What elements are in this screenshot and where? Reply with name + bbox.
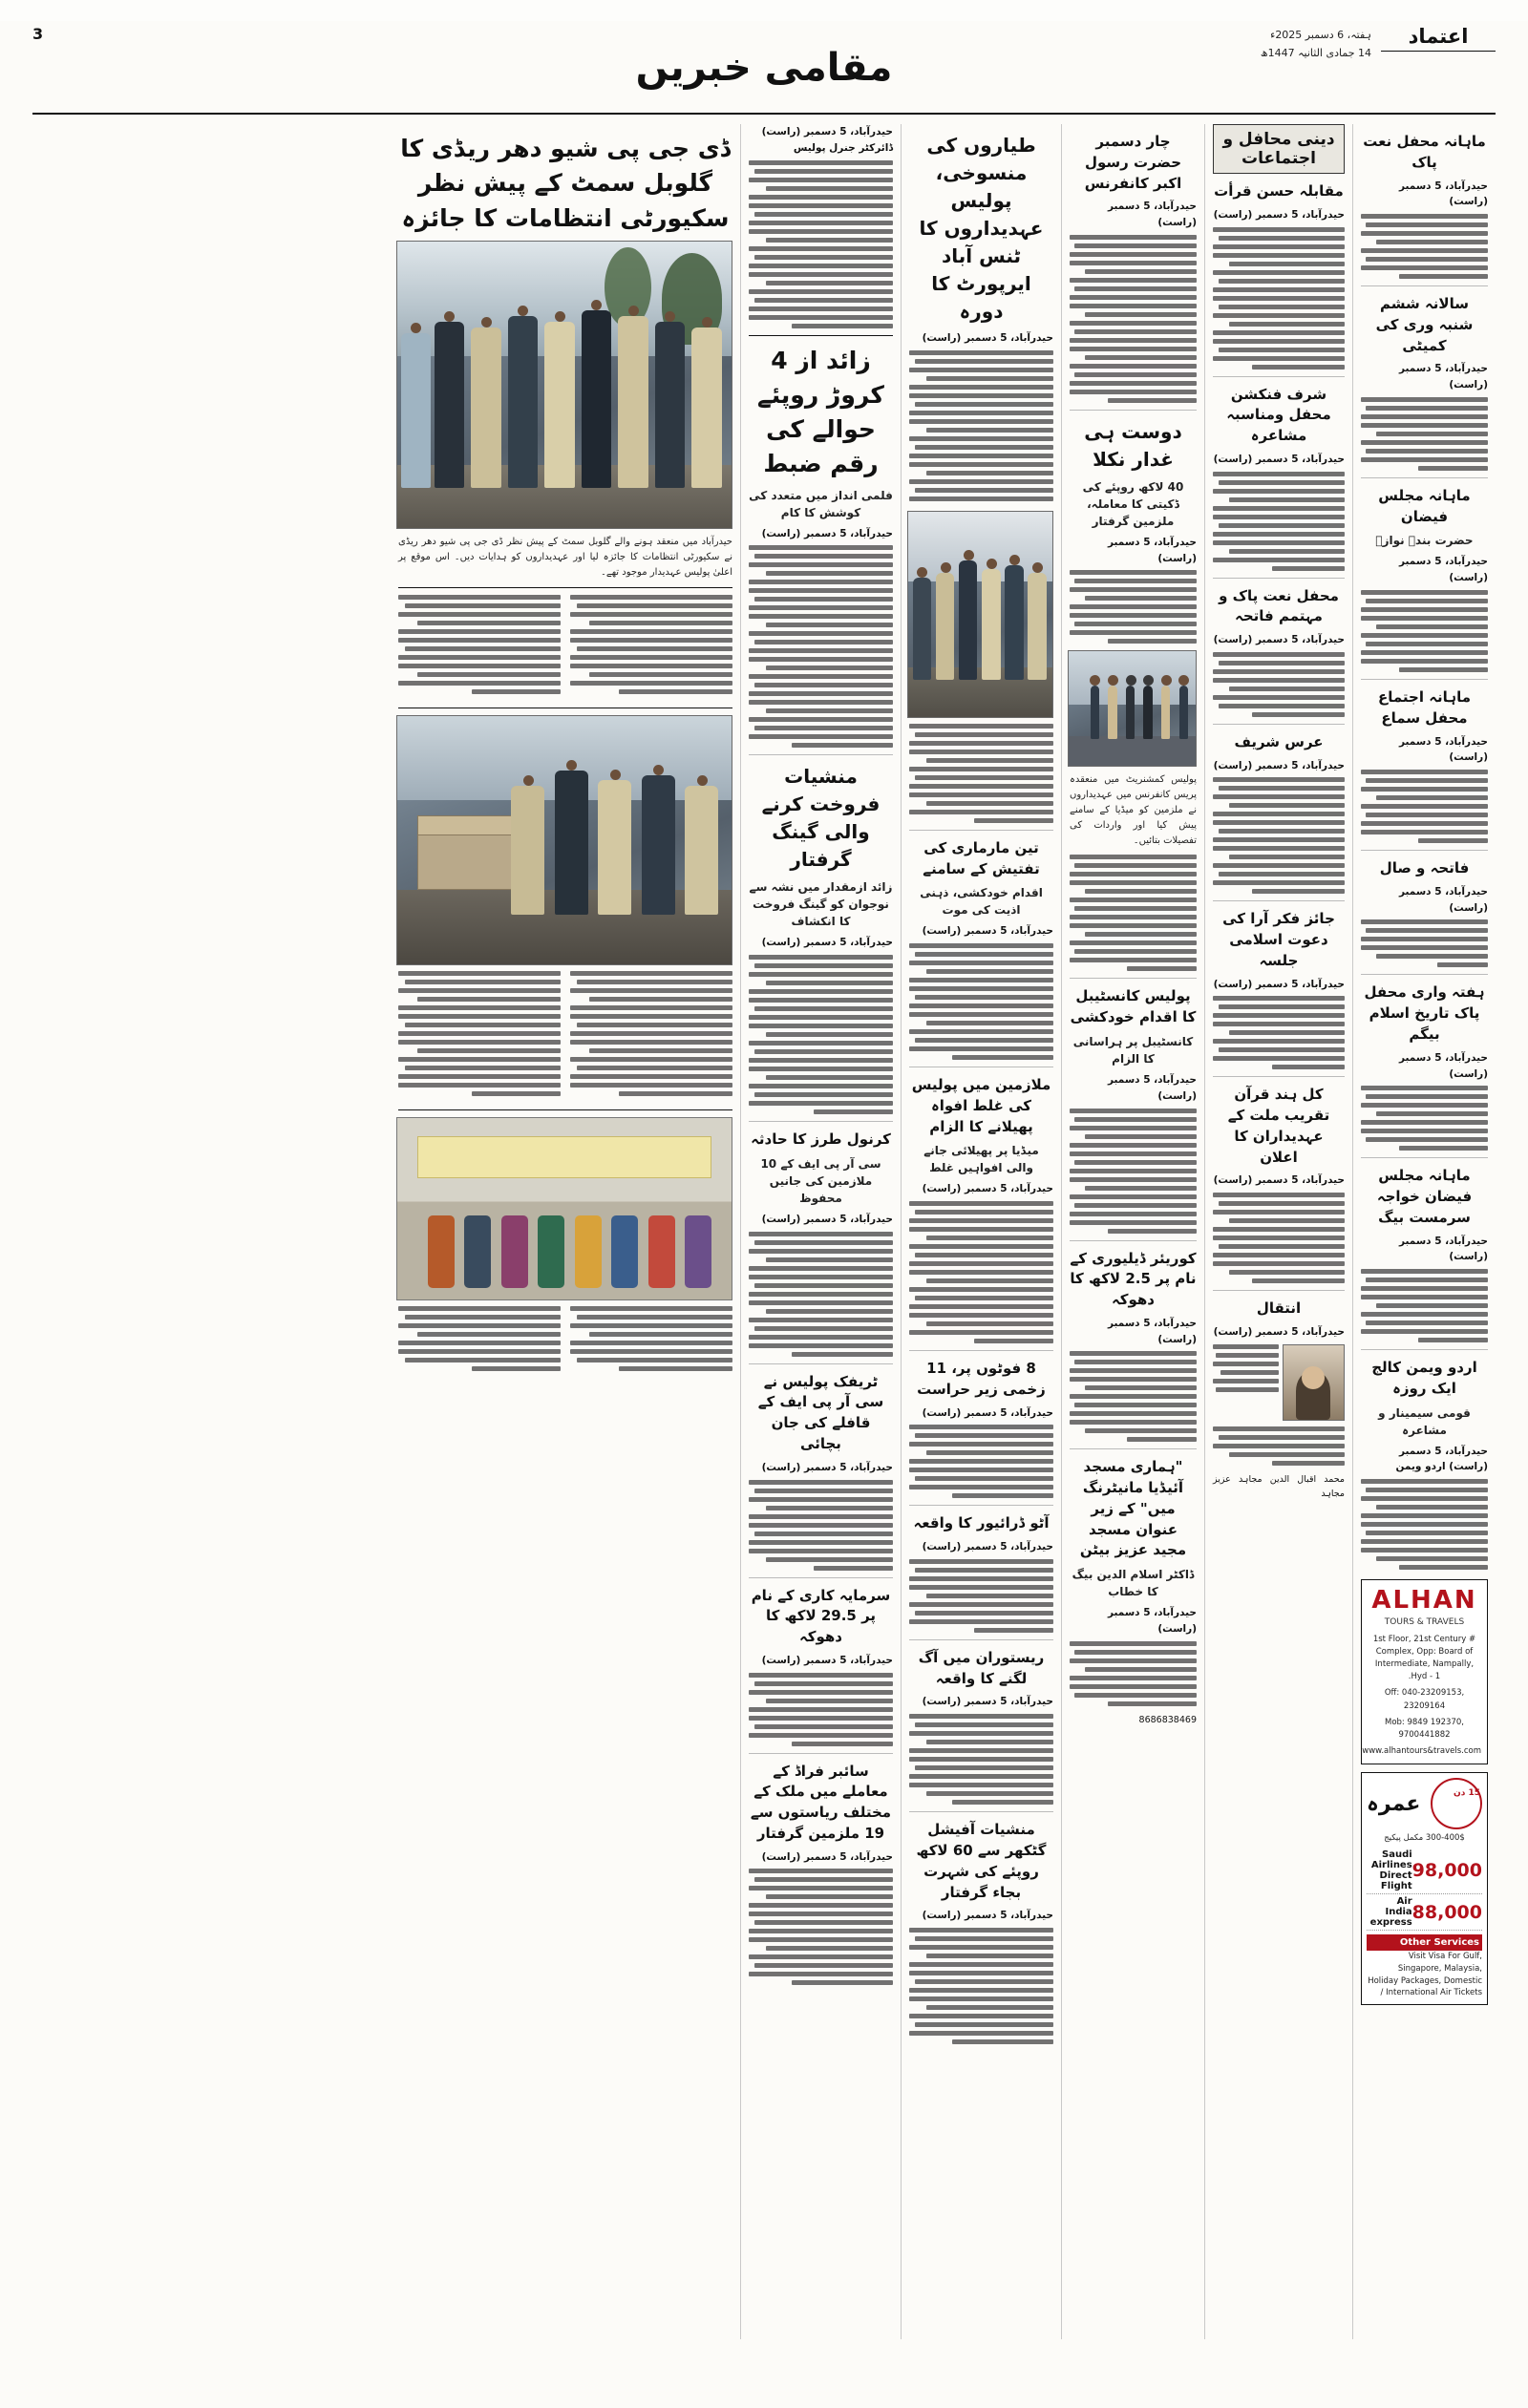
article-masjid-idea xyxy=(1070,1457,1197,1727)
ad-saudi-airlines-row xyxy=(1367,1848,1482,1894)
dateline: حیدرآباد، 5 دسمبر (راست) xyxy=(1213,759,1345,771)
article-dawat-islami-jalsa xyxy=(1213,909,1345,1069)
obituary-portrait xyxy=(1283,1344,1345,1421)
article-three-deaths xyxy=(909,838,1053,1060)
dateline: حیدرآباد، 5 دسمبر (راست) xyxy=(1107,1073,1197,1102)
article-traffic-police xyxy=(749,1372,893,1571)
body-text xyxy=(749,1869,893,1985)
headline: 8 فوٹوں پر، 11 زخمی زیر حراست xyxy=(917,1360,1046,1398)
article-drug-gang xyxy=(749,763,893,1114)
body-text xyxy=(749,545,893,748)
lead-photo-caption: حیدرآباد میں منعقد ہونے والے گلوبل سمٹ کے پیش نظر ڈی جی پی شیو دھر ریڈی نے سکیورٹی انتظامات کا جائزہ لیا اور عہدیداروں کو ہدایات دیں۔ اس موقع پر اعلیٰ پولیس عہدیدار موجود تھے۔ xyxy=(398,536,732,578)
content-grid xyxy=(32,124,1496,2339)
article-ijtema-sama xyxy=(1361,687,1488,843)
airport-photo xyxy=(907,511,1053,718)
function-event-photo xyxy=(396,1117,732,1300)
body-text xyxy=(749,160,893,328)
body-text xyxy=(398,971,561,1096)
body-text xyxy=(1070,1641,1197,1706)
dateline: حیدرآباد، 5 دسمبر (راست) xyxy=(1398,556,1488,584)
subheadline: کانسٹیبل پر ہراسانی کا الزام xyxy=(1072,1034,1194,1066)
body-text xyxy=(1070,235,1197,403)
ad-air-india-row xyxy=(1367,1894,1482,1931)
ad-alhan-tours[interactable] xyxy=(1361,1579,1488,1764)
dateline: حیدرآباد، 5 دسمبر (راست) xyxy=(1213,978,1345,990)
dateline: حیدرآباد، 5 دسمبر (راست) xyxy=(1398,735,1488,764)
subheadline: ڈاکٹر اسلام الدین بیگ کا خطاب xyxy=(1072,1568,1195,1599)
dateline: حیدرآباد، 5 دسمبر (راست) xyxy=(761,937,893,949)
headline: سرمایہ کاری کے نام پر 29.5 لاکھ کا دھوکہ xyxy=(751,1586,891,1646)
body-text xyxy=(909,1559,1053,1633)
article-obituary xyxy=(1213,1299,1345,1501)
dateline: حیدرآباد، 5 دسمبر (راست) xyxy=(761,527,893,539)
headline: کرنول طرز کا حادثہ xyxy=(751,1130,891,1149)
body-text xyxy=(1213,472,1345,571)
subheadline: میڈیا پر پھیلائی جانے والی افواہیں غلط xyxy=(923,1144,1039,1175)
body-text xyxy=(1070,1109,1197,1234)
dateline: حیدرآباد، 5 دسمبر (راست) xyxy=(1107,1607,1197,1635)
umrah-days-badge xyxy=(1431,1778,1482,1829)
body-text xyxy=(1070,1351,1197,1442)
seizure-photo xyxy=(396,715,732,965)
column-religious-mid xyxy=(1204,124,1352,2339)
dateline: حیدرآباد، 5 دسمبر (راست) xyxy=(761,1850,893,1863)
headline: ٹریفک پولیس نے سی آر پی ایف کے قافلے کی جان بچائی xyxy=(757,1372,884,1452)
body-text xyxy=(1361,214,1488,279)
body-text xyxy=(749,1232,893,1357)
issue-date-hijri: 14 جمادی الثانیہ 1447ھ xyxy=(1260,46,1371,59)
umrah-days: 15 دن xyxy=(1454,1788,1480,1799)
dateline: حیدرآباد، 5 دسمبر (راست) xyxy=(1398,1051,1488,1080)
article-friend-betrayal xyxy=(1070,418,1197,972)
dateline: حیدرآباد، 5 دسمبر (راست) xyxy=(1107,536,1197,564)
airindia-title: Air India express xyxy=(1369,1896,1412,1929)
headline: مقابلہ حسن قرأت xyxy=(1214,182,1344,200)
dateline: حیدرآباد، 5 دسمبر (راست) xyxy=(761,1461,893,1473)
dateline: حیدرآباد، 5 دسمبر (راست) xyxy=(1107,1317,1197,1345)
headline: جائز فکر آرا کی دعوت اسلامی جلسہ xyxy=(1222,910,1335,969)
bottom-body-cols xyxy=(398,1306,732,1378)
body-text xyxy=(398,1306,561,1371)
body-text xyxy=(1361,770,1488,843)
body-text xyxy=(909,1201,1053,1343)
lead-headline: ڈی جی پی شیو دھر ریڈی کا گلوبل سمٹ کے پیش نظر سکیورٹی انتظامات کا جائزہ xyxy=(400,135,731,232)
dateline: حیدرآباد، 5 دسمبر (راست) xyxy=(922,1541,1053,1553)
body-text xyxy=(398,595,561,694)
headline: سالانہ ششم شنبہ وری کی کمیٹی xyxy=(1375,295,1474,354)
article-rasool-conference xyxy=(1070,132,1197,403)
press-conference-photo xyxy=(1068,650,1197,767)
subheadline: حضرت بندے نوازؒ xyxy=(1375,534,1474,548)
body-text xyxy=(909,1928,1053,2044)
body-text xyxy=(1361,1269,1488,1342)
body-text xyxy=(1361,1086,1488,1151)
ad-mobile-phone: Mob: 9849 192370, 9700441882 xyxy=(1385,1717,1464,1740)
body-text xyxy=(1213,652,1345,717)
dateline: حیدرآباد، 5 دسمبر (راست) xyxy=(1398,885,1488,914)
headline: کل ہند قرآن تقریب ملت کے عہدیداران کا اعلان xyxy=(1227,1086,1330,1166)
headline: ماہانہ مجلس فیضان خواجہ سرمست بیگ xyxy=(1376,1167,1473,1226)
body-text xyxy=(1213,777,1345,894)
headline: منشیات فروخت کرنے والی گینگ گرفتار xyxy=(761,765,881,872)
dgp-review-photo xyxy=(396,241,732,529)
body-text xyxy=(749,955,893,1114)
article-majlis-faizan xyxy=(1361,486,1488,672)
section-title: مقامی خبریں xyxy=(635,46,893,90)
obituary-name: محمد اقبال الدین مجاہد عزیز مجاہد xyxy=(1213,1473,1345,1500)
body-text xyxy=(909,1714,1053,1805)
dateline: حیدرآباد، 5 دسمبر (راست) xyxy=(922,1696,1053,1708)
dateline: حیدرآباد، 5 دسمبر (راست) xyxy=(922,925,1053,938)
article-sharaf-mushaira xyxy=(1213,385,1345,571)
article-eight-arrested xyxy=(909,1359,1053,1498)
dateline: حیدرآباد، 5 دسمبر (راست) xyxy=(1213,634,1345,646)
column-4 xyxy=(901,124,1061,2339)
headline: ماہانہ اجتماع محفل سماع xyxy=(1378,688,1471,727)
column-religious-right xyxy=(1352,124,1496,2339)
headline: اردو ویمن کالج ایک روزہ xyxy=(1371,1359,1477,1397)
headline: سائبر فراڈ کے معاملے میں ملک کے مختلف ریاستوں سے 19 ملزمین گرفتار xyxy=(750,1762,892,1842)
column-3 xyxy=(1061,124,1204,2339)
ad-tagline: TOURS & TRAVELS xyxy=(1384,1617,1465,1628)
headline: ملازمین میں پولیس کی غلط افواہ پھیلانے کا الزام xyxy=(911,1076,1051,1135)
article-fatiha xyxy=(1361,858,1488,967)
dateline: حیدرآباد، 5 دسمبر (راست) xyxy=(761,1213,893,1225)
dateline: حیدرآباد، 5 دسمبر (راست) xyxy=(922,1406,1053,1419)
dateline: حیدرآباد، 5 دسمبر (راست) xyxy=(761,1654,893,1666)
article-social-media-rumour xyxy=(909,1075,1053,1343)
headline: آٹو ڈرائیور کا واقعہ xyxy=(913,1514,1050,1532)
dateline: حیدرآباد، 5 دسمبر (راست) xyxy=(1398,363,1488,391)
headline: ماہانہ مجلس فیضان xyxy=(1378,486,1471,525)
article-mahana-naat xyxy=(1361,132,1488,279)
column-5 xyxy=(740,124,901,2339)
subheadline: فلمی انداز میں متعدد کی کوشش کا کام xyxy=(749,488,893,519)
headline: زائد از 4 کروڑ روپئے حوالے کی رقم ضبط xyxy=(757,346,884,478)
article-urs-sharif xyxy=(1213,732,1345,895)
ad-services-list: Visit Visa For Gulf, Singapore, Malaysia, Holiday Packages, Domestic / International Air Tickets xyxy=(1368,1952,1482,1998)
body-text-cont xyxy=(909,724,1053,823)
ad-address: # 1st Floor, 21st Century Complex, Opp: Board of Intermediate, Nampally, Hyd - 1. xyxy=(1372,1634,1476,1682)
headline: طیاروں کی منسوخی، پولیس عہدیداروں کا ٹنس آباد ایرپورٹ کا دورہ xyxy=(919,134,1044,323)
article-investment-fraud xyxy=(749,1586,893,1746)
subheadline: زائد ازمقدار میں نشہ سے نوجوان کو گینگ فروخت کا انکشاف xyxy=(749,880,893,929)
dateline: حیدرآباد، 5 دسمبر (راست) xyxy=(1398,1235,1488,1263)
headline: "ہماری مسجد آئیڈیا مانیٹرنگ میں" کے زیر عنوان مسجد مجید عزیز بیٹن xyxy=(1079,1458,1187,1559)
headline: منشیات آفیشل گٹکھر سے 60 لاکھ روپئے کی شہرت بجاء گرفتار xyxy=(916,1821,1047,1901)
article-blackmail-gutkha xyxy=(909,1820,1053,2044)
contact-phone: 8686838469 xyxy=(1138,1714,1197,1725)
ad-website: www.alhantours&travels.com xyxy=(1362,1746,1481,1757)
article-constable-suicide xyxy=(1070,986,1197,1233)
article-millat-officials xyxy=(1213,1085,1345,1283)
article-courier-fraud xyxy=(1070,1249,1197,1443)
ad-services-title: Other Services xyxy=(1367,1934,1482,1951)
paper-name: اعتماد xyxy=(1381,25,1496,52)
article-hafta-wari-mahfil xyxy=(1361,982,1488,1151)
body-text xyxy=(1361,397,1488,471)
subheadline: سی آر پی ایف کے 10 ملازمین کی جانیں محفوظ xyxy=(760,1156,881,1205)
dateline: حیدرآباد، 5 دسمبر (راست) xyxy=(1107,201,1197,229)
headline: فاتحہ و صال xyxy=(1379,859,1470,877)
section-banner-religious: دینی محافل و اجتماعات xyxy=(1213,124,1345,174)
headline: انتقال xyxy=(1256,1299,1302,1318)
body-text xyxy=(909,1425,1053,1498)
dateline: حیدرآباد، 5 دسمبر (راست) xyxy=(1213,1326,1345,1339)
masthead xyxy=(32,21,1496,115)
dateline: حیدرآباد، 5 دسمبر (راست) xyxy=(1213,1174,1345,1187)
article-airport-visit xyxy=(909,132,1053,823)
body-text xyxy=(749,1480,893,1571)
dateline: حیدرآباد، 5 دسمبر (راست) xyxy=(922,1183,1053,1195)
umrah-title: عمرہ xyxy=(1367,1791,1421,1816)
subheadline: قومی سیمینار و مشاعرہ xyxy=(1378,1405,1471,1437)
seizure-body-cols xyxy=(398,971,732,1103)
article-urdu-women-college xyxy=(1361,1358,1488,1570)
article-faizan-khwaja xyxy=(1361,1166,1488,1342)
umrah-price-line: 300-400$ مکمل پیکیج xyxy=(1384,1833,1465,1844)
body-text xyxy=(570,971,732,1096)
body-text xyxy=(1070,570,1197,644)
saudi-price: 98,000 xyxy=(1411,1860,1482,1882)
body-text xyxy=(1361,590,1488,672)
saudi-title: Saudi Airlines Direct Flight xyxy=(1370,1849,1412,1892)
body-text-cont xyxy=(1070,855,1197,971)
body-text xyxy=(749,1673,893,1746)
airindia-price: 88,000 xyxy=(1411,1901,1482,1923)
body-text xyxy=(1213,227,1345,370)
page-number: 3 xyxy=(32,25,44,43)
dateline: حیدرآباد، 5 دسمبر (راست) xyxy=(1213,453,1345,465)
headline: کوریئر ڈیلیوری کے نام پر 2.5 لاکھ کا دھوکہ xyxy=(1070,1249,1197,1309)
article-husn-qirat xyxy=(1213,181,1345,370)
headline: عرس شریف xyxy=(1234,732,1324,750)
dateline: حیدرآباد، 5 دسمبر (راست) xyxy=(922,1910,1053,1922)
article-auto-driver xyxy=(909,1513,1053,1633)
two-col-sub xyxy=(398,595,732,701)
article-crpf xyxy=(749,1130,893,1357)
ad-umrah-package[interactable] xyxy=(1361,1772,1488,2005)
article-salana-committee xyxy=(1361,294,1488,471)
article-cyber-fraud xyxy=(749,1762,893,1986)
body-text xyxy=(909,943,1053,1060)
headline: دوست ہی غدار نکلا xyxy=(1084,419,1182,471)
article-restaurant-fire xyxy=(909,1648,1053,1805)
subheadline: 40 لاکھ روپئے کی ڈکیتی کا معاملہ، ملزمین گرفتار xyxy=(1082,479,1184,528)
body-text xyxy=(1361,919,1488,967)
headline: شرف فنکشن محفل ومناسبہ مشاعرہ xyxy=(1226,385,1331,445)
body-text xyxy=(1213,1426,1345,1466)
dateline: حیدرآباد، 5 دسمبر (راست) ڈائرکٹر جنرل پولیس xyxy=(761,126,893,154)
headline: پولیس کانسٹیبل کا اقدام خودکشی xyxy=(1070,987,1197,1026)
dateline: حیدرآباد، 5 دسمبر (راست) xyxy=(1398,180,1488,208)
column-lead xyxy=(391,124,740,2339)
body-text xyxy=(570,595,732,694)
issue-date-gregorian: ہفتہ، 6 دسمبر 2025ء xyxy=(1270,29,1371,41)
headline: ہفتہ واری محفل پاک تاریخ اسلام بیگم xyxy=(1364,983,1485,1043)
dateline: حیدرآباد، 5 دسمبر (راست) xyxy=(922,332,1053,344)
body-text xyxy=(1213,1193,1345,1283)
article-mahfil-naat-fatiha xyxy=(1213,586,1345,717)
headline: ماہانہ محفل نعت پاک xyxy=(1363,133,1486,171)
body-text xyxy=(1361,1479,1488,1570)
ad-office-phone: Off: 040-23209153, 23209164 xyxy=(1384,1688,1465,1711)
headline: چار دسمبر حضرت رسول اکبر کانفرنس xyxy=(1084,133,1182,192)
newspaper-page xyxy=(0,21,1528,2408)
headline: ریستوران میں آگ لگنے کا واقعہ xyxy=(918,1648,1045,1687)
photo-caption: پولیس کمشنریٹ میں منعقدہ پریس کانفرنس میں عہدیداروں نے ملزمین کو میڈیا کے سامنے پیش کیا اور واردات کی تفصیلات بتائیں۔ xyxy=(1070,774,1197,847)
article-dgp-body xyxy=(749,124,893,328)
ad-brand: ALHAN xyxy=(1371,1586,1477,1616)
headline: تین مارماری کی تفتیش کے سامنے xyxy=(923,838,1040,877)
headline: محفل نعت پاک و مہتمم فاتحہ xyxy=(1219,586,1339,625)
dateline: حیدرآباد، 5 دسمبر (راست) اردو ویمن xyxy=(1395,1445,1488,1473)
subheadline: اقدام خودکشی، ذہنی اذیت کی موت xyxy=(920,886,1043,918)
dateline: حیدرآباد، 5 دسمبر (راست) xyxy=(1213,208,1345,221)
article-crore-seizure xyxy=(749,344,893,749)
body-text xyxy=(570,1306,732,1371)
body-text xyxy=(1213,996,1345,1069)
